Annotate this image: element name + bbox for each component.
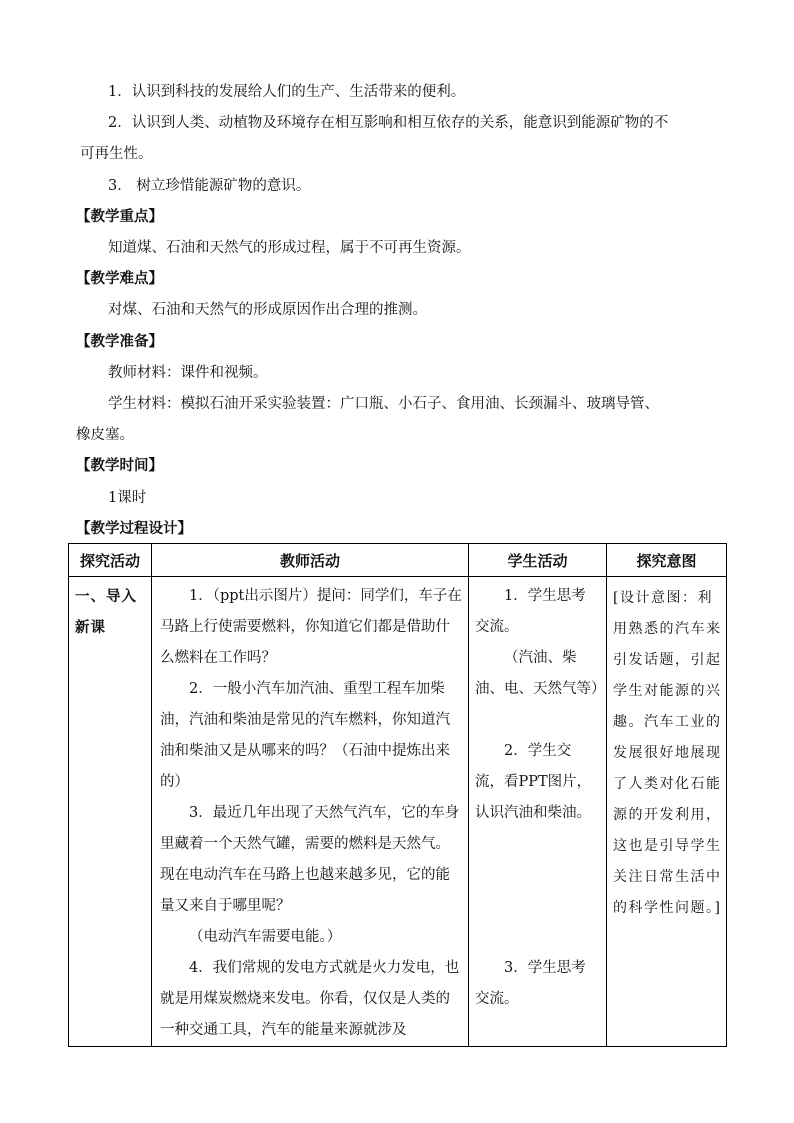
time-heading: 【教学时间】	[76, 457, 163, 474]
student-cell	[469, 577, 607, 1047]
objective-3: 3． 树立珍惜能源矿物的意识。	[108, 178, 311, 194]
teacher-step-1: 1．（ppt出示图片）提问：同学们，车子在马路上行使需要燃料，你知道它们都是借助什么燃料在工作吗？	[160, 588, 462, 666]
teacher-step-4: 4．我们常规的发电方式就是火力发电，也就是用煤炭燃烧来发电。你看，仅仅是人类的一种交通工具，汽车的能量来源就涉及	[160, 960, 460, 1038]
design-cell	[607, 577, 727, 1047]
table-row	[69, 577, 727, 1047]
objective-2: 2．认识到人类、动植物及环境存在相互影响和相互依存的关系，能意识到能源矿物的不	[108, 115, 669, 131]
activity-cell	[69, 577, 152, 1047]
table-header-row	[69, 544, 727, 577]
col-header-activity: 探究活动	[69, 544, 152, 577]
teacher-step-2: 2．一般小汽车加汽油、重型工程车加柴油，汽油和柴油是常见的汽车燃料，你知道汽油和柴油又是从哪来的吗？（石油中提炼出来的）	[160, 681, 450, 790]
student-step-1: 1．学生思考交流。	[475, 588, 586, 635]
student-step-1-answer: （汽油、柴油、电、天然气等）	[475, 650, 606, 697]
student-materials: 学生材料：模拟石油开采实验装置：广口瓶、小石子、食用油、长颈漏斗、玻璃导管、	[108, 396, 659, 412]
key-point-text: 知道煤、石油和天然气的形成过程，属于不可再生资源。	[108, 240, 471, 256]
difficulty-heading: 【教学难点】	[76, 270, 163, 287]
student-materials-cont: 橡皮塞。	[76, 427, 134, 443]
process-table	[68, 543, 727, 1047]
objective-2-cont: 可再生性。	[80, 146, 153, 162]
teacher-step-3-answer: （电动汽车需要电能。）	[189, 929, 342, 945]
objective-1: 1．认识到科技的发展给人们的生产、生活带来的便利。	[108, 84, 466, 100]
student-step-2: 2．学生交流，看PPT图片，认识汽油和柴油。	[475, 743, 592, 821]
preparation-heading: 【教学准备】	[76, 333, 163, 350]
col-header-teacher: 教师活动	[152, 544, 469, 577]
teacher-step-3: 3．最近几年出现了天然气汽车，它的车身里藏着一个天然气罐，需要的燃料是天然气。现在电动汽车在马路上也越来越多见，它的能量又来自于哪里呢？	[160, 805, 460, 914]
design-intent-text: [设计意图：利用熟悉的汽车来引发话题，引起学生对能源的兴趣。汽车工业的发展很好地展现了人类对化石能源的开发利用，这也是引导学生关注日常生活中的科学性问题。]	[613, 590, 722, 916]
process-heading: 【教学过程设计】	[76, 520, 192, 537]
col-header-student: 学生活动	[469, 544, 607, 577]
key-point-heading: 【教学重点】	[76, 208, 163, 225]
teacher-cell	[152, 577, 469, 1047]
col-header-design: 探究意图	[607, 544, 727, 577]
activity-text: 一、导入新课	[75, 588, 137, 636]
student-step-3: 3．学生思考交流。	[475, 960, 586, 1007]
teacher-materials: 教师材料：课件和视频。	[108, 365, 268, 381]
time-text: 1课时	[108, 490, 147, 506]
difficulty-text: 对煤、石油和天然气的形成原因作出合理的推测。	[108, 302, 427, 318]
